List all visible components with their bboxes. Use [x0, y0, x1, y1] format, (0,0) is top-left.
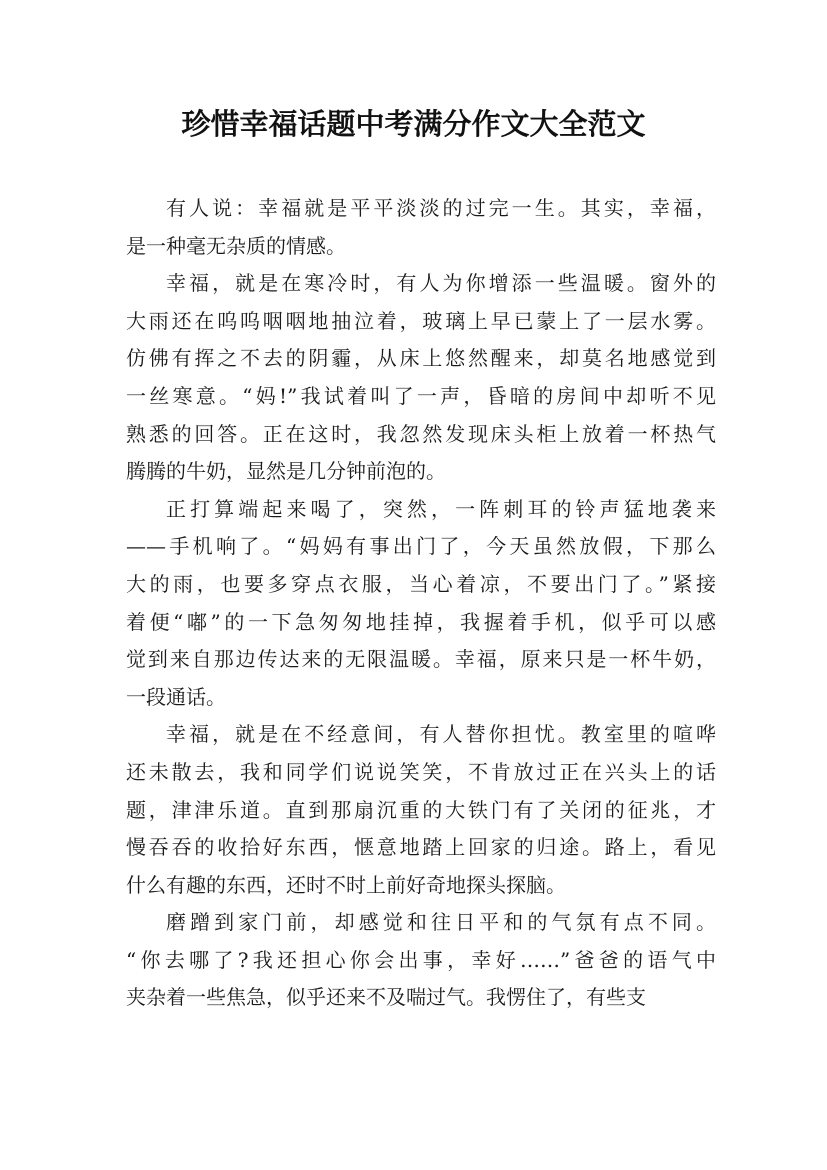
document-title: 珍惜幸福话题中考满分作文大全范文	[181, 107, 646, 141]
document-body	[126, 190, 716, 1017]
paragraph-line: “你去哪了?我还担心你会出事，幸好……”爸爸的语气中	[126, 947, 716, 972]
paragraph-line: 磨蹭到家门前，却感觉和往日平和的气氛有点不同。	[166, 910, 716, 935]
paragraph	[126, 716, 716, 904]
paragraph-line: 什么有趣的东西，还时不时上前好奇地探头探脑。	[126, 872, 566, 897]
paragraph-line: 幸福，就是在寒冷时，有人为你增添一些温暖。窗外的	[166, 271, 716, 296]
paragraph	[126, 265, 716, 491]
paragraph-line: 题，津津乐道。直到那扇沉重的大铁门有了关闭的征兆，才	[126, 797, 716, 822]
paragraph-line: 正打算端起来喝了，突然，一阵刺耳的铃声猛地袭来	[166, 496, 716, 521]
paragraph-line: 仿佛有挥之不去的阴霾，从床上悠然醒来，却莫名地感觉到	[126, 346, 716, 371]
paragraph-line: 着便“嘟”的一下急匆匆地挂掉，我握着手机，似乎可以感	[126, 609, 716, 634]
paragraph-line: 大的雨，也要多穿点衣服，当心着凉，不要出门了。”紧接	[126, 571, 716, 596]
paragraph-line: 夹杂着一些焦急，似乎还来不及喘过气。我愣住了，有些支	[126, 985, 646, 1010]
paragraph-line: 一丝寒意。“妈!”我试着叫了一声，昏暗的房间中却听不见	[126, 383, 716, 408]
paragraph-line: 还未散去，我和同学们说说笑笑，不肯放过正在兴头上的话	[126, 759, 716, 784]
paragraph-line: 幸福，就是在不经意间，有人替你担忧。教室里的喧哗	[166, 722, 716, 747]
paragraph-line: ——手机响了。“妈妈有事出门了，今天虽然放假，下那么	[126, 534, 716, 559]
paragraph-line: 是一种毫无杂质的情感。	[126, 233, 346, 258]
paragraph-line: 腾腾的牛奶，显然是几分钟前泡的。	[126, 459, 446, 484]
paragraph-line: 熟悉的回答。正在这时，我忽然发现床头柜上放着一杯热气	[126, 421, 716, 446]
paragraph	[126, 491, 716, 717]
paragraph-line: 一段通话。	[126, 684, 226, 709]
paragraph-line: 觉到来自那边传达来的无限温暖。幸福，原来只是一杯牛奶，	[126, 647, 716, 672]
paragraph-line: 慢吞吞的收拾好东西，惬意地踏上回家的归途。路上，看见	[126, 835, 716, 860]
paragraph	[126, 904, 716, 1017]
paragraph	[126, 190, 716, 265]
paragraph-line: 有人说：幸福就是平平淡淡的过完一生。其实，幸福，	[166, 196, 716, 220]
paragraph-line: 大雨还在呜呜咽咽地抽泣着，玻璃上早已蒙上了一层水雾。	[126, 308, 716, 333]
